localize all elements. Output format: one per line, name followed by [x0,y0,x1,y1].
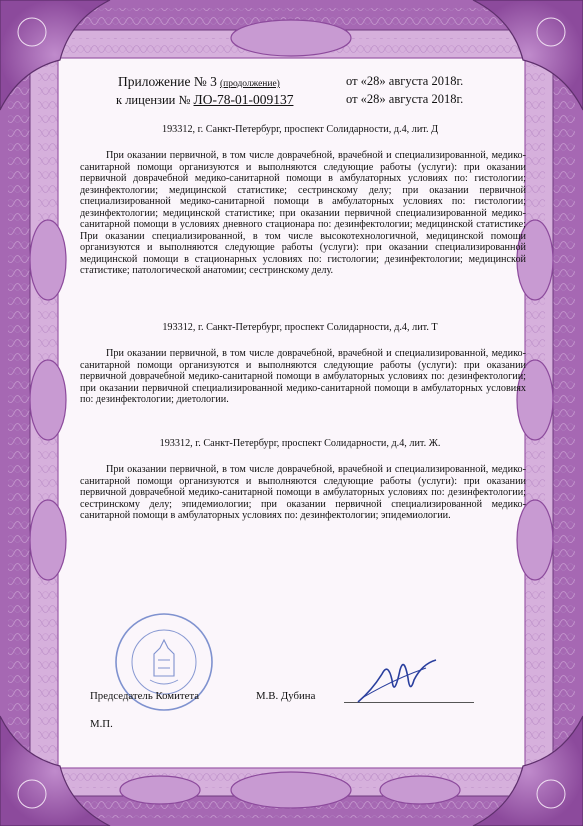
stamp-place-label: М.П. [90,718,113,730]
appendix-date: от «28» августа 2018г. [346,74,464,88]
appendix-number: Приложение № 3 [118,74,217,89]
license-line [116,92,293,108]
license-prefix: к лицензии № [116,93,191,107]
license-number: ЛО-78-01-009137 [193,92,294,107]
address-lit-zh: 193312, г. Санкт-Петербург, проспект Солидарности, д.4, лит. Ж. [159,438,441,449]
address-lit-d: 193312, г. Санкт-Петербург, проспект Солидарности, д.4, лит. Д [161,124,439,135]
handwritten-signature [352,650,442,710]
license-date: от «28» августа 2018г. [346,92,464,106]
services-text-lit-t: При оказании первичной, в том числе доврачебной, врачебной и специализированной, медико-санитарной помощи организуются и выполняются следующие работы (услуги): при оказании первичной доврачебной медико-санитарной помощи в амбулаторных условиях по: дезинфектологии; при оказании первичной специализированной медико-санитарной помощи в амбулаторных условиях по: дезинфектологии; диетологии. [80,348,526,405]
address-lit-t: 193312, г. Санкт-Петербург, проспект Солидарности, д.4, лит. Т [162,322,438,333]
appendix-title [118,74,280,90]
services-text-lit-d: При оказании первичной, в том числе доврачебной, врачебной и специализированной, медико-санитарной помощи организуются и выполняются следующие работы (услуги): при оказании первичной доврачебной медико-санитарной помощи в амбулаторных условиях по: гистологии; дезинфектологии; медицинской статистике; сестринскому делу; при оказании первичной специализированной медико-санитарной помощи в амбулаторных условиях по: гистологии; дезинфектологии; медицинской статистике; при оказании первичной специализированной медико-санитарной помощи в условиях дневного стационара по: дезинфектологии; медицинской статистике; При оказании специализированной, в том числе высокотехнологичной, медицинской помощи организуются и выполняются следующие работы (услуги): при оказании специализированной медицинской помощи в стационарных условиях по: гистологии; дезинфектологии; медицинской статистике; патологической анатомии; сестринскому делу. [80,150,526,276]
signatory-name: М.В. Дубина [256,690,316,702]
signatory-position: Председатель Комитета [90,690,200,702]
continuation-note: (продолжение) [219,79,280,89]
services-text-lit-zh: При оказании первичной, в том числе доврачебной, врачебной и специализированной, медико-санитарной помощи организуются и выполняются следующие работы (услуги): при оказании первичной доврачебной медико-санитарной помощи в амбулаторных условиях по: дезинфектологии; сестринскому делу; эпидемиологии; при оказании первичной специализированной медико-санитарной помощи в амбулаторных условиях по: дезинфектологии; эпидемиологии. [80,464,526,521]
